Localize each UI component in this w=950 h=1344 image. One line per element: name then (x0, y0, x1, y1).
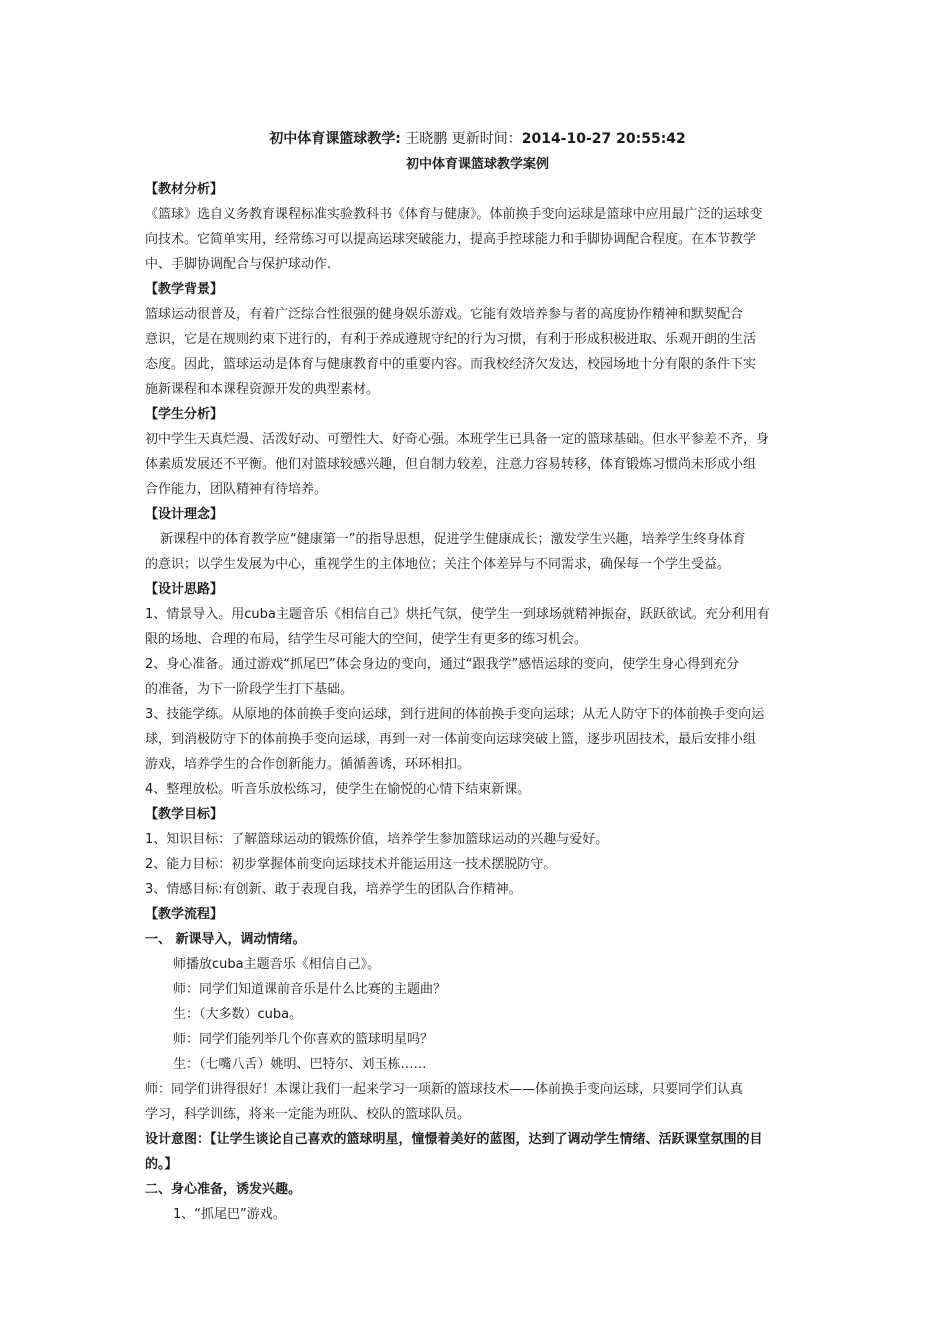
document-subtitle: 初中体育课篮球教学案例 (405, 157, 549, 172)
paragraph-line: 意识，它是在规则约束下进行的，有利于养成遵规守纪的行为习惯，有利于形成积极进取、乐观开朗的生活 (145, 332, 757, 347)
title-author-update: 王晓鹏 更新时间： (400, 131, 522, 147)
paragraph-line: 的意识；以学生发展为中心，重视学生的主体地位；关注个体差异与不同需求，确保每一个学生受益。 (145, 557, 731, 572)
paragraph-line: 向技术。它简单实用，经常练习可以提高运球突破能力，提高手控球能力和手脚协调配合程度。在本节教学 (145, 232, 757, 247)
paragraph-line: 2、身心准备。通过游戏“抓尾巴”体会身边的变向，通过“跟我学”感悟运球的变向，使学生身心得到充分 (145, 657, 740, 672)
document-title (145, 126, 810, 152)
paragraph-line: 《篮球》选自义务教育课程标准实验教科书《体育与健康》。体前换手变向运球是篮球中应用最广泛的运球变 (145, 207, 763, 222)
paragraph-line: 游戏，培养学生的合作创新能力。循循善诱，环环相扣。 (145, 757, 471, 772)
paragraph-line: 3、技能学练。从原地的体前换手变向运球，到行进间的体前换手变向运球；从无人防守下的体前换手变向运 (145, 707, 765, 722)
dialogue-line: 生：（大多数）cuba。 (173, 1007, 303, 1022)
paragraph-line: 的准备，为下一阶段学生打下基础。 (145, 682, 354, 697)
paragraph-line: 中、手脚协调配合与保护球动作. (145, 257, 332, 272)
paragraph-line: 4、整理放松。听音乐放松练习，使学生在愉悦的心情下结束新课。 (145, 782, 531, 797)
title-bold: 初中体育课篮球教学: (269, 131, 401, 147)
section-heading-students: 【学生分析】 (145, 407, 224, 422)
document-page (145, 126, 810, 1227)
title-time: 2014-10-27 20:55:42 (521, 131, 686, 147)
paragraph-line: 态度。因此，篮球运动是体育与健康教育中的重要内容。而我校经济欠发达，校园场地十分有限的条件下实 (145, 357, 757, 372)
section-heading-concept: 【设计理念】 (145, 507, 224, 522)
process-step-2-item: 1、“抓尾巴”游戏。 (173, 1207, 286, 1222)
section-heading-material: 【教材分析】 (145, 182, 224, 197)
paragraph-line: 初中学生天真烂漫、活泼好动、可塑性大、好奇心强。本班学生已具备一定的篮球基础。但水平参差不齐，身 (145, 432, 770, 447)
paragraph-line: 篮球运动很普及，有着广泛综合性很强的健身娱乐游戏。它能有效培养参与者的高度协作精神和默契配合 (145, 307, 744, 322)
dialogue-line: 师：同学们能列举几个你喜欢的篮球明星吗？ (173, 1032, 434, 1047)
process-step-2: 二、身心准备，诱发兴趣。 (145, 1182, 302, 1197)
process-step-1: 一、 新课导入，调动情绪。 (145, 932, 306, 947)
design-intent-line: 的。】 (145, 1157, 178, 1172)
dialogue-line: 师：同学们知道课前音乐是什么比赛的主题曲？ (173, 982, 447, 997)
paragraph-line: 1、情景导入。用cuba主题音乐《相信自己》烘托气氛，使学生一到球场就精神振奋，跃跃欲试。充分利用有 (145, 607, 770, 622)
paragraph-line: 3、情感目标:有创新、敢于表现自我，培养学生的团队合作精神。 (145, 882, 522, 897)
dialogue-line: 生：（七嘴八舌）姚明、巴特尔、刘玉栋…… (173, 1057, 427, 1072)
paragraph-line: 师：同学们讲得很好！本课让我们一起来学习一项新的篮球技术——体前换手变向运球，只要同学们认真 (145, 1082, 744, 1097)
dialogue-line: 师播放cuba主题音乐《相信自己》。 (173, 957, 381, 972)
design-intent-line: 设计意图：【让学生谈论自己喜欢的篮球明星，憧憬着美好的蓝图，达到了调动学生情绪、活跃课堂氛围的目 (145, 1132, 763, 1147)
paragraph-line: 新课程中的体育教学应“健康第一”的指导思想，促进学生健康成长；激发学生兴趣，培养学生终身体育 (160, 532, 746, 547)
paragraph-line: 球，到消极防守下的体前换手变向运球，再到一对一体前变向运球突破上篮，逐步巩固技术，最后安排小组 (145, 732, 757, 747)
section-heading-process: 【教学流程】 (145, 907, 224, 922)
paragraph-line: 2、能力目标：初步掌握体前变向运球技术并能运用这一技术摆脱防守。 (145, 857, 557, 872)
paragraph-line: 合作能力，团队精神有待培养。 (145, 482, 328, 497)
paragraph-line: 体素质发展还不平衡。他们对篮球较感兴趣，但自制力较差，注意力容易转移，体育锻炼习惯尚未形成小组 (145, 457, 757, 472)
paragraph-line: 学习，科学训练，将来一定能为班队、校队的篮球队员。 (145, 1107, 471, 1122)
paragraph-line: 1、知识目标：了解篮球运动的锻炼价值，培养学生参加篮球运动的兴趣与爱好。 (145, 832, 609, 847)
section-heading-approach: 【设计思路】 (145, 582, 224, 597)
paragraph-line: 限的场地、合理的布局，结学生尽可能大的空间，使学生有更多的练习机会。 (145, 632, 588, 647)
section-heading-background: 【教学背景】 (145, 282, 224, 297)
paragraph-line: 施新课程和本课程资源开发的典型素材。 (145, 382, 380, 397)
section-heading-goals: 【教学目标】 (145, 807, 224, 822)
